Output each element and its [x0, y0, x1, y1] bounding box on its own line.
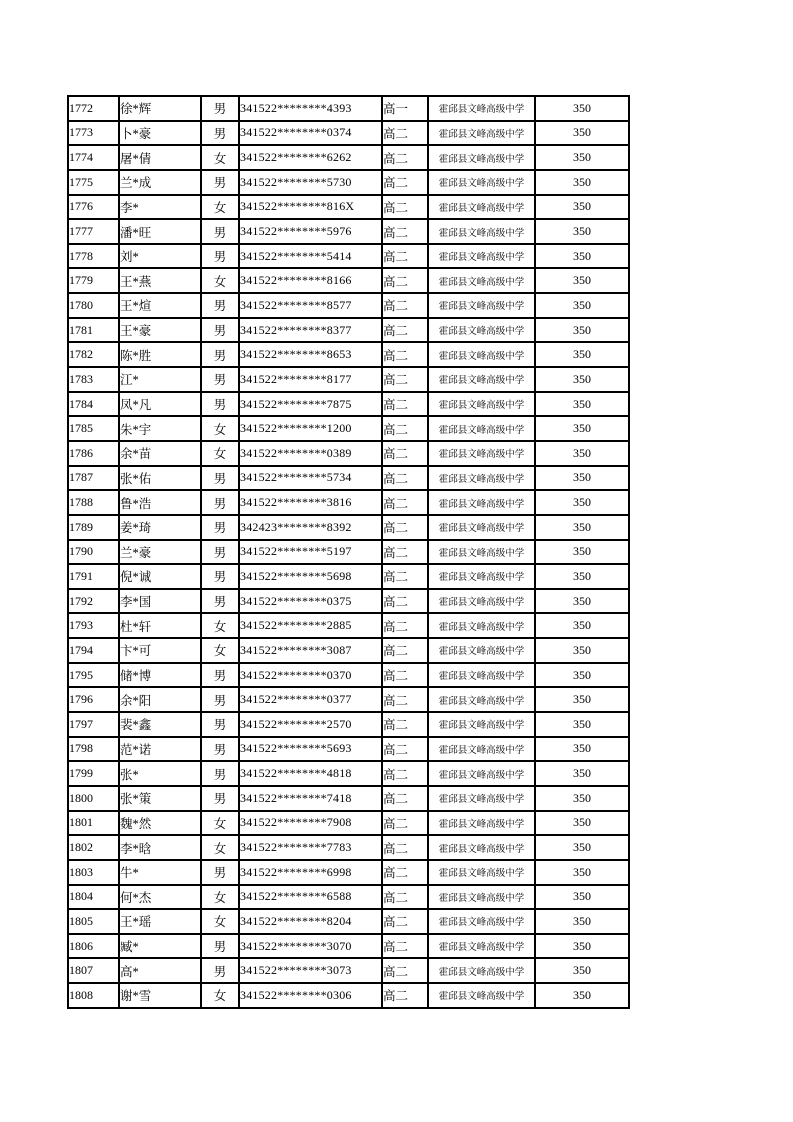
gender-cell: 女 [201, 195, 239, 220]
table-row [68, 490, 629, 515]
table-row [68, 638, 629, 663]
table-row [68, 712, 629, 737]
grade-cell: 高二 [382, 367, 428, 392]
name-cell: 姜*琦 [119, 515, 201, 540]
grade-cell: 高二 [382, 663, 428, 688]
gender-cell: 男 [201, 121, 239, 146]
serial-cell: 1787 [68, 466, 119, 491]
id-number-cell: 341522********5698 [239, 564, 382, 589]
id-number-cell: 341522********5730 [239, 170, 382, 195]
id-number-cell: 341522********8577 [239, 293, 382, 318]
table-row [68, 121, 629, 146]
amount-cell: 350 [535, 318, 629, 343]
gender-cell: 女 [201, 268, 239, 293]
serial-cell: 1778 [68, 244, 119, 269]
grade-cell: 高二 [382, 687, 428, 712]
grade-cell: 高二 [382, 392, 428, 417]
gender-cell: 男 [201, 540, 239, 565]
amount-cell: 350 [535, 342, 629, 367]
grade-cell: 高二 [382, 589, 428, 614]
school-cell: 霍邱县文峰高级中学 [428, 318, 535, 343]
amount-cell: 350 [535, 638, 629, 663]
serial-cell: 1801 [68, 811, 119, 836]
table-row [68, 687, 629, 712]
gender-cell: 女 [201, 416, 239, 441]
school-cell: 霍邱县文峰高级中学 [428, 293, 535, 318]
grade-cell: 高二 [382, 761, 428, 786]
gender-cell: 男 [201, 244, 239, 269]
id-number-cell: 341522********1200 [239, 416, 382, 441]
amount-cell: 350 [535, 466, 629, 491]
gender-cell: 女 [201, 983, 239, 1008]
id-number-cell: 341522********7783 [239, 835, 382, 860]
grade-cell: 高二 [382, 170, 428, 195]
name-cell: 卜*豪 [119, 121, 201, 146]
gender-cell: 男 [201, 342, 239, 367]
name-cell: 余*苗 [119, 441, 201, 466]
amount-cell: 350 [535, 540, 629, 565]
name-cell: 王*燕 [119, 268, 201, 293]
id-number-cell: 341522********8177 [239, 367, 382, 392]
grade-cell: 高二 [382, 219, 428, 244]
amount-cell: 350 [535, 835, 629, 860]
table-row [68, 466, 629, 491]
school-cell: 霍邱县文峰高级中学 [428, 515, 535, 540]
grade-cell: 高二 [382, 540, 428, 565]
id-number-cell: 341522********6588 [239, 885, 382, 910]
amount-cell: 350 [535, 293, 629, 318]
gender-cell: 女 [201, 638, 239, 663]
gender-cell: 女 [201, 811, 239, 836]
amount-cell: 350 [535, 367, 629, 392]
school-cell: 霍邱县文峰高级中学 [428, 466, 535, 491]
name-cell: 王*煊 [119, 293, 201, 318]
id-number-cell: 341522********4393 [239, 96, 382, 121]
serial-cell: 1782 [68, 342, 119, 367]
grade-cell: 高二 [382, 811, 428, 836]
school-cell: 霍邱县文峰高级中学 [428, 268, 535, 293]
grade-cell: 高二 [382, 613, 428, 638]
gender-cell: 男 [201, 367, 239, 392]
school-cell: 霍邱县文峰高级中学 [428, 983, 535, 1008]
name-cell: 何*杰 [119, 885, 201, 910]
amount-cell: 350 [535, 121, 629, 146]
serial-cell: 1783 [68, 367, 119, 392]
table-row [68, 268, 629, 293]
amount-cell: 350 [535, 761, 629, 786]
serial-cell: 1797 [68, 712, 119, 737]
school-cell: 霍邱县文峰高级中学 [428, 367, 535, 392]
grade-cell: 高二 [382, 786, 428, 811]
amount-cell: 350 [535, 934, 629, 959]
gender-cell: 男 [201, 466, 239, 491]
serial-cell: 1804 [68, 885, 119, 910]
table-row [68, 441, 629, 466]
table-row [68, 540, 629, 565]
table-row [68, 589, 629, 614]
name-cell: 张*策 [119, 786, 201, 811]
gender-cell: 男 [201, 318, 239, 343]
amount-cell: 350 [535, 244, 629, 269]
name-cell: 储*博 [119, 663, 201, 688]
table-row [68, 195, 629, 220]
name-cell: 刘* [119, 244, 201, 269]
serial-cell: 1774 [68, 145, 119, 170]
table-row [68, 811, 629, 836]
id-number-cell: 341522********6262 [239, 145, 382, 170]
table-row [68, 244, 629, 269]
student-roster-table [67, 95, 630, 1009]
name-cell: 陈*胜 [119, 342, 201, 367]
name-cell: 潘*旺 [119, 219, 201, 244]
id-number-cell: 341522********3087 [239, 638, 382, 663]
name-cell: 屠*倩 [119, 145, 201, 170]
school-cell: 霍邱县文峰高级中学 [428, 737, 535, 762]
name-cell: 江* [119, 367, 201, 392]
grade-cell: 高二 [382, 293, 428, 318]
amount-cell: 350 [535, 663, 629, 688]
id-number-cell: 341522********3070 [239, 934, 382, 959]
school-cell: 霍邱县文峰高级中学 [428, 860, 535, 885]
gender-cell: 男 [201, 712, 239, 737]
amount-cell: 350 [535, 860, 629, 885]
id-number-cell: 341522********8166 [239, 268, 382, 293]
school-cell: 霍邱县文峰高级中学 [428, 96, 535, 121]
name-cell: 裴*鑫 [119, 712, 201, 737]
name-cell: 倪*诚 [119, 564, 201, 589]
id-number-cell: 341522********0374 [239, 121, 382, 146]
name-cell: 高* [119, 958, 201, 983]
name-cell: 李*国 [119, 589, 201, 614]
gender-cell: 男 [201, 96, 239, 121]
grade-cell: 高二 [382, 318, 428, 343]
table-row [68, 96, 629, 121]
school-cell: 霍邱县文峰高级中学 [428, 219, 535, 244]
grade-cell: 高二 [382, 342, 428, 367]
school-cell: 霍邱县文峰高级中学 [428, 638, 535, 663]
amount-cell: 350 [535, 564, 629, 589]
serial-cell: 1789 [68, 515, 119, 540]
gender-cell: 女 [201, 885, 239, 910]
name-cell: 王*瑶 [119, 909, 201, 934]
table-row [68, 564, 629, 589]
school-cell: 霍邱县文峰高级中学 [428, 958, 535, 983]
table-row [68, 392, 629, 417]
school-cell: 霍邱县文峰高级中学 [428, 564, 535, 589]
name-cell: 李*晗 [119, 835, 201, 860]
amount-cell: 350 [535, 885, 629, 910]
gender-cell: 男 [201, 737, 239, 762]
id-number-cell: 341522********8204 [239, 909, 382, 934]
amount-cell: 350 [535, 392, 629, 417]
name-cell: 卞*可 [119, 638, 201, 663]
id-number-cell: 341522********0370 [239, 663, 382, 688]
id-number-cell: 341522********0389 [239, 441, 382, 466]
name-cell: 朱*宇 [119, 416, 201, 441]
table-row [68, 318, 629, 343]
amount-cell: 350 [535, 737, 629, 762]
table-row [68, 786, 629, 811]
serial-cell: 1784 [68, 392, 119, 417]
id-number-cell: 341522********7418 [239, 786, 382, 811]
gender-cell: 女 [201, 835, 239, 860]
amount-cell: 350 [535, 786, 629, 811]
table-row [68, 663, 629, 688]
amount-cell: 350 [535, 268, 629, 293]
school-cell: 霍邱县文峰高级中学 [428, 540, 535, 565]
gender-cell: 男 [201, 170, 239, 195]
grade-cell: 高二 [382, 983, 428, 1008]
amount-cell: 350 [535, 589, 629, 614]
id-number-cell: 341522********0377 [239, 687, 382, 712]
roster-table-body [68, 96, 629, 1008]
id-number-cell: 341522********2570 [239, 712, 382, 737]
amount-cell: 350 [535, 219, 629, 244]
amount-cell: 350 [535, 811, 629, 836]
id-number-cell: 341522********8653 [239, 342, 382, 367]
table-row [68, 367, 629, 392]
amount-cell: 350 [535, 958, 629, 983]
serial-cell: 1795 [68, 663, 119, 688]
school-cell: 霍邱县文峰高级中学 [428, 934, 535, 959]
school-cell: 霍邱县文峰高级中学 [428, 145, 535, 170]
grade-cell: 高二 [382, 441, 428, 466]
id-number-cell: 341522********5734 [239, 466, 382, 491]
id-number-cell: 341522********5693 [239, 737, 382, 762]
grade-cell: 高二 [382, 712, 428, 737]
school-cell: 霍邱县文峰高级中学 [428, 170, 535, 195]
serial-cell: 1772 [68, 96, 119, 121]
serial-cell: 1806 [68, 934, 119, 959]
name-cell: 谢*雪 [119, 983, 201, 1008]
gender-cell: 男 [201, 589, 239, 614]
gender-cell: 男 [201, 934, 239, 959]
serial-cell: 1799 [68, 761, 119, 786]
gender-cell: 男 [201, 663, 239, 688]
table-row [68, 515, 629, 540]
grade-cell: 高二 [382, 244, 428, 269]
table-row [68, 934, 629, 959]
table-row [68, 293, 629, 318]
grade-cell: 高二 [382, 195, 428, 220]
school-cell: 霍邱县文峰高级中学 [428, 342, 535, 367]
id-number-cell: 341522********5414 [239, 244, 382, 269]
grade-cell: 高二 [382, 268, 428, 293]
id-number-cell: 341522********8377 [239, 318, 382, 343]
amount-cell: 350 [535, 490, 629, 515]
school-cell: 霍邱县文峰高级中学 [428, 589, 535, 614]
table-row [68, 416, 629, 441]
name-cell: 魏*然 [119, 811, 201, 836]
amount-cell: 350 [535, 712, 629, 737]
school-cell: 霍邱县文峰高级中学 [428, 909, 535, 934]
gender-cell: 男 [201, 392, 239, 417]
amount-cell: 350 [535, 170, 629, 195]
serial-cell: 1800 [68, 786, 119, 811]
student-roster-table-container [67, 95, 630, 1009]
serial-cell: 1777 [68, 219, 119, 244]
table-row [68, 170, 629, 195]
gender-cell: 男 [201, 860, 239, 885]
table-row [68, 860, 629, 885]
id-number-cell: 341522********0306 [239, 983, 382, 1008]
serial-cell: 1786 [68, 441, 119, 466]
grade-cell: 高二 [382, 638, 428, 663]
school-cell: 霍邱县文峰高级中学 [428, 687, 535, 712]
id-number-cell: 341522********2885 [239, 613, 382, 638]
table-row [68, 219, 629, 244]
grade-cell: 高二 [382, 909, 428, 934]
serial-cell: 1808 [68, 983, 119, 1008]
serial-cell: 1788 [68, 490, 119, 515]
serial-cell: 1780 [68, 293, 119, 318]
gender-cell: 男 [201, 490, 239, 515]
amount-cell: 350 [535, 909, 629, 934]
gender-cell: 男 [201, 219, 239, 244]
grade-cell: 高二 [382, 145, 428, 170]
school-cell: 霍邱县文峰高级中学 [428, 811, 535, 836]
school-cell: 霍邱县文峰高级中学 [428, 441, 535, 466]
gender-cell: 男 [201, 293, 239, 318]
serial-cell: 1794 [68, 638, 119, 663]
serial-cell: 1793 [68, 613, 119, 638]
grade-cell: 高二 [382, 564, 428, 589]
school-cell: 霍邱县文峰高级中学 [428, 663, 535, 688]
serial-cell: 1802 [68, 835, 119, 860]
name-cell: 杜*轩 [119, 613, 201, 638]
amount-cell: 350 [535, 96, 629, 121]
id-number-cell: 341522********3073 [239, 958, 382, 983]
name-cell: 徐*辉 [119, 96, 201, 121]
serial-cell: 1779 [68, 268, 119, 293]
grade-cell: 高二 [382, 490, 428, 515]
name-cell: 兰*豪 [119, 540, 201, 565]
name-cell: 李* [119, 195, 201, 220]
gender-cell: 男 [201, 515, 239, 540]
grade-cell: 高一 [382, 96, 428, 121]
name-cell: 余*阳 [119, 687, 201, 712]
school-cell: 霍邱县文峰高级中学 [428, 835, 535, 860]
school-cell: 霍邱县文峰高级中学 [428, 121, 535, 146]
school-cell: 霍邱县文峰高级中学 [428, 613, 535, 638]
serial-cell: 1781 [68, 318, 119, 343]
id-number-cell: 341522********816X [239, 195, 382, 220]
gender-cell: 女 [201, 145, 239, 170]
id-number-cell: 341522********5976 [239, 219, 382, 244]
table-row [68, 737, 629, 762]
name-cell: 范*诺 [119, 737, 201, 762]
gender-cell: 男 [201, 687, 239, 712]
table-row [68, 983, 629, 1008]
name-cell: 臧* [119, 934, 201, 959]
grade-cell: 高二 [382, 121, 428, 146]
gender-cell: 男 [201, 761, 239, 786]
grade-cell: 高二 [382, 860, 428, 885]
gender-cell: 男 [201, 786, 239, 811]
id-number-cell: 341522********7908 [239, 811, 382, 836]
serial-cell: 1790 [68, 540, 119, 565]
serial-cell: 1775 [68, 170, 119, 195]
gender-cell: 女 [201, 441, 239, 466]
id-number-cell: 341522********4818 [239, 761, 382, 786]
amount-cell: 350 [535, 687, 629, 712]
name-cell: 王*豪 [119, 318, 201, 343]
id-number-cell: 341522********7875 [239, 392, 382, 417]
serial-cell: 1785 [68, 416, 119, 441]
amount-cell: 350 [535, 613, 629, 638]
name-cell: 张*佑 [119, 466, 201, 491]
name-cell: 鲁*浩 [119, 490, 201, 515]
school-cell: 霍邱县文峰高级中学 [428, 786, 535, 811]
amount-cell: 350 [535, 145, 629, 170]
amount-cell: 350 [535, 983, 629, 1008]
id-number-cell: 341522********0375 [239, 589, 382, 614]
amount-cell: 350 [535, 416, 629, 441]
school-cell: 霍邱县文峰高级中学 [428, 490, 535, 515]
table-row [68, 909, 629, 934]
grade-cell: 高二 [382, 416, 428, 441]
serial-cell: 1796 [68, 687, 119, 712]
gender-cell: 男 [201, 958, 239, 983]
table-row [68, 145, 629, 170]
serial-cell: 1807 [68, 958, 119, 983]
school-cell: 霍邱县文峰高级中学 [428, 761, 535, 786]
serial-cell: 1798 [68, 737, 119, 762]
grade-cell: 高二 [382, 958, 428, 983]
grade-cell: 高二 [382, 835, 428, 860]
school-cell: 霍邱县文峰高级中学 [428, 416, 535, 441]
id-number-cell: 341522********3816 [239, 490, 382, 515]
serial-cell: 1803 [68, 860, 119, 885]
gender-cell: 女 [201, 909, 239, 934]
serial-cell: 1792 [68, 589, 119, 614]
name-cell: 张* [119, 761, 201, 786]
table-row [68, 761, 629, 786]
school-cell: 霍邱县文峰高级中学 [428, 392, 535, 417]
grade-cell: 高二 [382, 934, 428, 959]
grade-cell: 高二 [382, 737, 428, 762]
amount-cell: 350 [535, 195, 629, 220]
amount-cell: 350 [535, 515, 629, 540]
amount-cell: 350 [535, 441, 629, 466]
table-row [68, 613, 629, 638]
grade-cell: 高二 [382, 515, 428, 540]
id-number-cell: 341522********6998 [239, 860, 382, 885]
school-cell: 霍邱县文峰高级中学 [428, 885, 535, 910]
name-cell: 凤*凡 [119, 392, 201, 417]
serial-cell: 1791 [68, 564, 119, 589]
table-row [68, 835, 629, 860]
table-row [68, 958, 629, 983]
serial-cell: 1773 [68, 121, 119, 146]
id-number-cell: 341522********5197 [239, 540, 382, 565]
table-row [68, 342, 629, 367]
name-cell: 兰*成 [119, 170, 201, 195]
table-row [68, 885, 629, 910]
school-cell: 霍邱县文峰高级中学 [428, 195, 535, 220]
gender-cell: 女 [201, 613, 239, 638]
id-number-cell: 342423********8392 [239, 515, 382, 540]
name-cell: 牛* [119, 860, 201, 885]
serial-cell: 1776 [68, 195, 119, 220]
school-cell: 霍邱县文峰高级中学 [428, 244, 535, 269]
gender-cell: 男 [201, 564, 239, 589]
serial-cell: 1805 [68, 909, 119, 934]
school-cell: 霍邱县文峰高级中学 [428, 712, 535, 737]
grade-cell: 高二 [382, 466, 428, 491]
grade-cell: 高二 [382, 885, 428, 910]
